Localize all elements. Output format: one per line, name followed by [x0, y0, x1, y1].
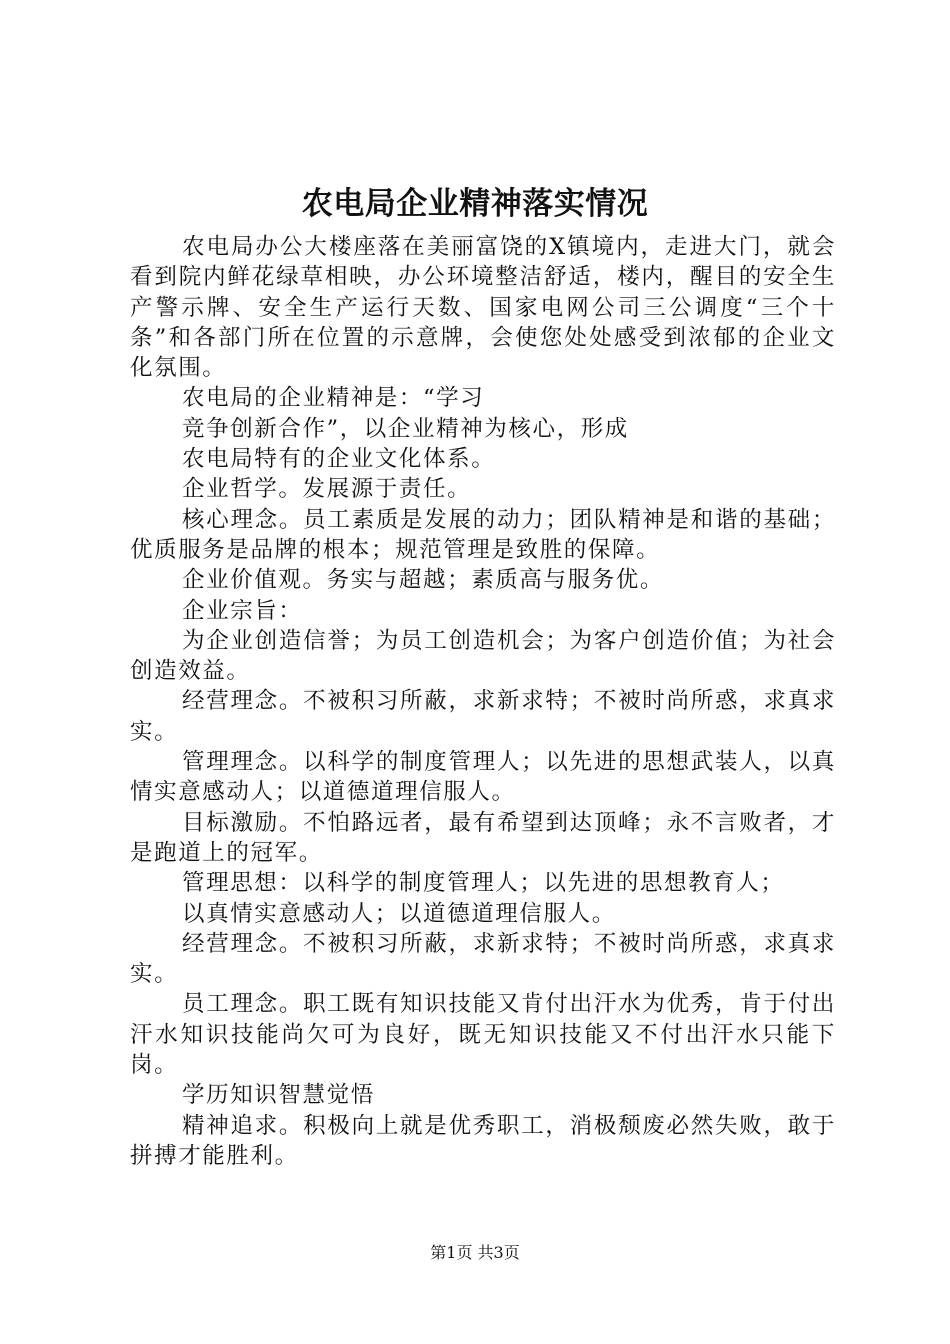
page-footer: 第1页 共3页: [430, 1243, 520, 1262]
document-body: [130, 232, 836, 1171]
paragraph: 企业宗旨：: [182, 597, 303, 624]
paragraph: 农电局的企业精神是：“学习: [182, 385, 485, 412]
paragraph: 企业哲学。发展源于责任。: [182, 476, 472, 503]
paragraph: 以真情实意感动人；以道德道理信服人。: [182, 900, 616, 927]
paragraph: 为企业创造信誉；为员工创造机会；为客户创造价值；为社会创造效益。: [130, 627, 836, 685]
paragraph: 学历知识智慧觉悟: [182, 1082, 375, 1109]
document-title: 农电局企业精神落实情况: [301, 186, 649, 222]
paragraph: 目标激励。不怕路远者，最有希望到达顶峰；永不言败者，才是跑道上的冠军。: [130, 809, 836, 866]
paragraph: 经营理念。不被积习所蔽，求新求特；不被时尚所惑，求真求实。: [130, 930, 836, 988]
paragraph: 管理思想：以科学的制度管理人；以先进的思想教育人；: [182, 870, 785, 897]
paragraph: 竞争创新合作”，以企业精神为核心，形成: [182, 415, 629, 442]
paragraph: 农电局特有的企业文化体系。: [182, 446, 496, 473]
paragraph: 企业价值观。务实与超越；素质高与服务优。: [182, 567, 665, 594]
paragraph: 精神追求。积极向上就是优秀职工，消极颓废必然失败，敢于拼搏才能胜利。: [130, 1112, 836, 1169]
paragraph: 管理理念。以科学的制度管理人；以先进的思想武装人，以真情实意感动人；以道德道理信服人。: [130, 749, 836, 806]
paragraph: 核心理念。员工素质是发展的动力；团队精神是和谐的基础；优质服务是品牌的根本；规范管理是致胜的保障。: [130, 506, 836, 563]
paragraph: 农电局办公大楼座落在美丽富饶的X镇境内，走进大门，就会看到院内鲜花绿草相映，办公环境整洁舒适，楼内，醒目的安全生产警示牌、安全生产运行天数、国家电网公司三公调度“三个十条”和各部门所在位置的示意牌，会使您处处感受到浓郁的企业文化氛围。: [130, 234, 836, 382]
paragraph: 员工理念。职工既有知识技能又肯付出汗水为优秀，肯于付出汗水知识技能尚欠可为良好，既无知识技能又不付出汗水只能下岗。: [130, 991, 836, 1079]
paragraph: 经营理念。不被积习所蔽，求新求特；不被时尚所惑，求真求实。: [130, 688, 836, 745]
